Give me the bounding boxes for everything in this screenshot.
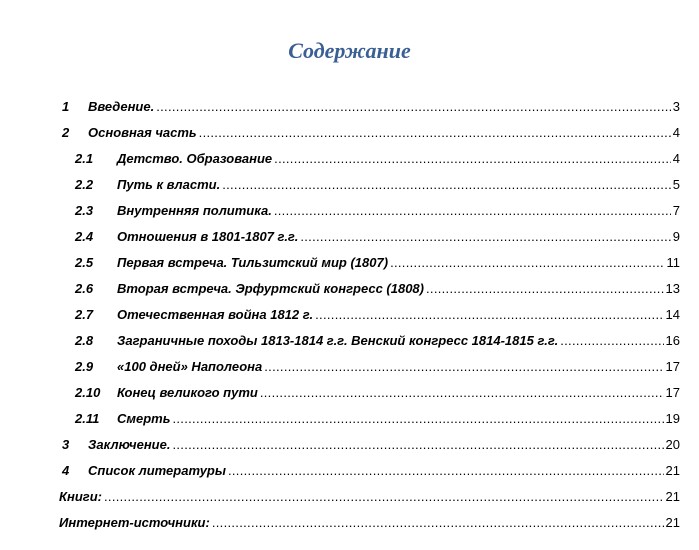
toc-entry-label: Отечественная война 1812 г.: [117, 307, 314, 322]
toc-leader-dots: [274, 149, 671, 169]
toc-entry[interactable]: [0, 487, 699, 507]
toc-leader-dots: [199, 123, 671, 143]
toc-entry-number: 2.6: [75, 281, 94, 296]
toc-entry-number: 2.3: [75, 203, 94, 218]
toc-entry-page: 4: [672, 125, 680, 140]
toc-entry-number: 2.4: [75, 229, 94, 244]
toc-entry-label: Заграничные походы 1813-1814 г.г. Венский конгресс 1814-1815 г.г.: [117, 333, 559, 348]
toc-entry-label: Путь к власти.: [117, 177, 221, 192]
toc-entry-label: Отношения в 1801-1807 г.г.: [117, 229, 299, 244]
toc-leader-dots: [104, 487, 664, 507]
toc-entry-page: 5: [672, 177, 680, 192]
toc-entry[interactable]: [0, 461, 699, 481]
toc-entry-page: 4: [672, 151, 680, 166]
toc-entry[interactable]: [0, 513, 699, 533]
toc-entry-number: 2.5: [75, 255, 94, 270]
toc-entry-number: 1: [62, 99, 70, 114]
toc-entry[interactable]: [0, 149, 699, 169]
toc-entry-page: 21: [665, 515, 680, 530]
toc-entry[interactable]: [0, 201, 699, 221]
toc-entry[interactable]: [0, 175, 699, 195]
toc-entry-page: 16: [665, 333, 680, 348]
toc-entry-page: 7: [672, 203, 680, 218]
toc-entry-label: Внутренняя политика.: [117, 203, 272, 218]
toc-entry-page: 11: [666, 255, 680, 270]
toc-entry[interactable]: [0, 331, 699, 351]
toc-entry-label: Смерть: [117, 411, 171, 426]
toc-entry-label: «100 дней» Наполеона: [117, 359, 263, 374]
toc-entry-page: 13: [665, 281, 680, 296]
toc-entry-page: 3: [672, 99, 680, 114]
toc-entry-page: 21: [665, 463, 680, 478]
toc-entry-label: Детство. Образование: [117, 151, 273, 166]
toc-entry-number: 4: [62, 463, 70, 478]
toc-entry-number: 2: [62, 125, 70, 140]
toc-entry[interactable]: [0, 305, 699, 325]
toc-entry-number: 2.7: [75, 307, 94, 322]
toc-leader-dots: [222, 175, 671, 195]
toc-entry-number: 2.10: [75, 385, 101, 400]
toc-entry-label: Список литературы: [88, 463, 226, 478]
toc-title: Содержание: [288, 38, 411, 63]
toc-leader-dots: [274, 201, 671, 221]
toc-entry[interactable]: [0, 435, 699, 455]
toc-entry[interactable]: [0, 253, 699, 273]
toc-entry-label: Введение.: [88, 99, 155, 114]
toc-leader-dots: [426, 279, 664, 299]
toc-entry-number: 2.8: [75, 333, 94, 348]
toc-entry-label: Интернет-источники:: [59, 515, 210, 530]
toc-entry-page: 21: [665, 489, 680, 504]
toc-leader-dots: [156, 97, 671, 117]
toc-entry[interactable]: [0, 97, 699, 117]
toc-leader-dots: [172, 409, 663, 429]
toc-entry-number: 3: [62, 437, 70, 452]
toc-entry[interactable]: [0, 409, 699, 429]
toc-entry-number: 2.1: [75, 151, 94, 166]
toc-entry[interactable]: [0, 357, 699, 377]
toc-leader-dots: [300, 227, 670, 247]
toc-entry-page: 20: [665, 437, 680, 452]
toc-entry-label: Вторая встреча. Эрфуртский конгресс (1808): [117, 281, 424, 296]
toc-leader-dots: [260, 383, 664, 403]
toc-leader-dots: [212, 513, 664, 533]
toc-entry-number: 2.11: [75, 411, 100, 426]
toc-entry[interactable]: [0, 227, 699, 247]
toc-entry-label: Первая встреча. Тильзитский мир (1807): [117, 255, 389, 270]
toc-leader-dots: [172, 435, 663, 455]
toc-entry[interactable]: [0, 279, 699, 299]
toc-entry-number: 2.2: [75, 177, 94, 192]
toc-entry-page: 9: [672, 229, 680, 244]
toc-entry-page: 19: [665, 411, 680, 426]
toc-entry-number: 2.9: [75, 359, 94, 374]
toc-entry-label: Конец великого пути: [117, 385, 258, 400]
toc-entry-page: 17: [665, 385, 680, 400]
toc-entry[interactable]: [0, 383, 699, 403]
toc-leader-dots: [315, 305, 663, 325]
toc-entry-page: 14: [665, 307, 680, 322]
toc-leader-dots: [228, 461, 664, 481]
toc-leader-dots: [390, 253, 664, 273]
toc-entry-page: 17: [665, 359, 680, 374]
toc-leader-dots: [264, 357, 663, 377]
toc-entry-label: Основная часть: [88, 125, 197, 140]
toc-entry-label: Книги:: [59, 489, 102, 504]
toc-entry[interactable]: [0, 123, 699, 143]
toc-leader-dots: [560, 331, 663, 351]
toc-entry-label: Заключение.: [88, 437, 171, 452]
